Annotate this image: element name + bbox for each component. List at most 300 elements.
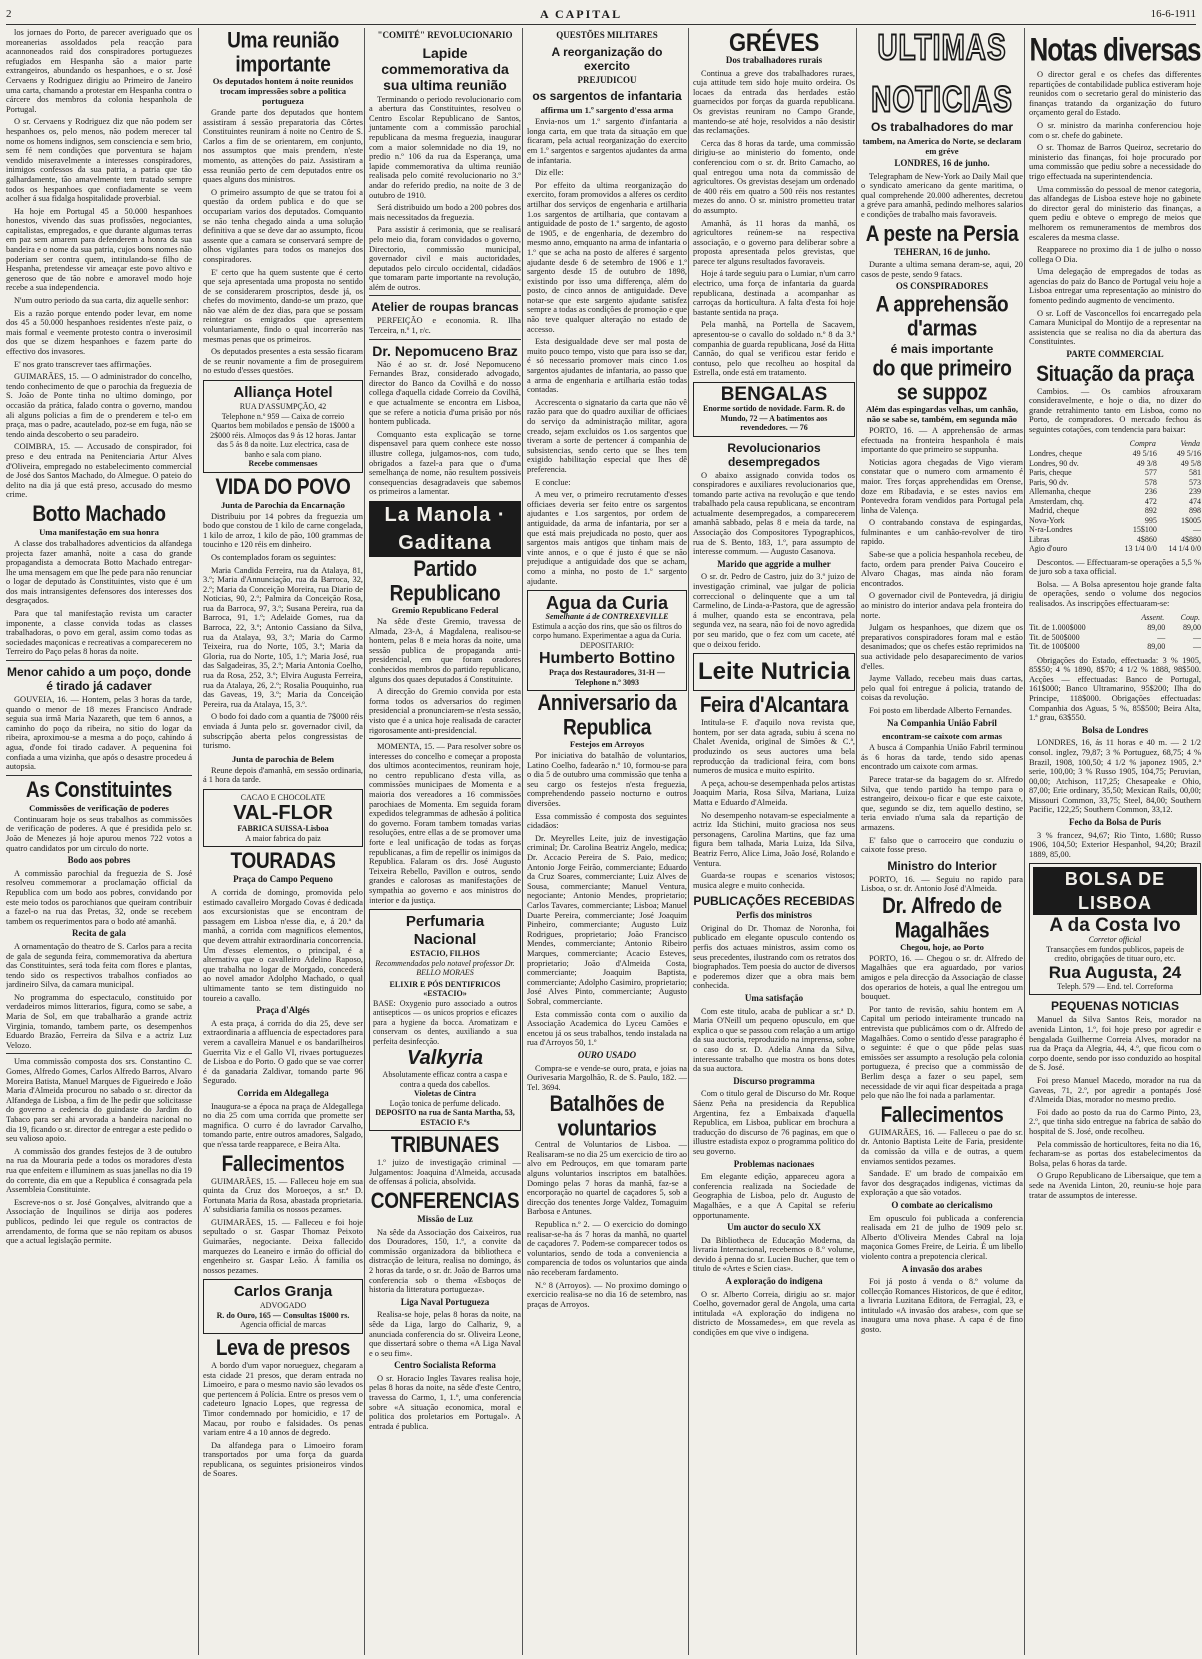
subhead-centro: Centro Socialista Reforma: [394, 1360, 496, 1371]
paragraph: Inaugura-se a época na praça de Aldegallega no dia 25 com uma corrida que promette ser magnifica. O curro é do lavrador Carvalho, tomando parte, entre outros amadores, Salgado, que n'essa tarde reapparece, e Beira Alta.: [203, 1101, 363, 1149]
paragraph: Julgam os hespanhoes, que dizem que os preparativos conspiradores foram mal e estão desanimados; que os chefes estão reprimidos na sua actividade pelo desaparecimento de varios d'elles.: [861, 623, 1023, 671]
paragraph: GUIMARÃES, 15. — Falleceu e foi hoje sepultado o sr. Gaspar Thomaz Peixoto Guimarães, negociante. Deixa fallecido marquezes do Leaneiro e irmão do official do engenheiro sr. Gaspar Leão. Á familia os nossos pezames.: [203, 1217, 363, 1275]
table-header: [1029, 438, 1113, 450]
paragraph: Noticias agora chegadas de Vigo vieram constatar que o numero com armamento é maior. Tres forças apprehendidas em Orense, doze em Ribadavia, e se estes navios em Pontevedra foram vendidos para Portugal pela linha de Valença.: [861, 457, 1023, 515]
subhead-campo-pequeno: Praça do Campo Pequeno: [233, 874, 333, 885]
dateline: LONDRES, 16 de junho.: [894, 158, 990, 168]
paragraph: O sr. Horacio Ingles Tavares realisa hoje, pelas 8 horas da noite, na sêde d'este Centro, travessa do Carmo, 1, 1.º, uma conferencia sobre «A situação economica, moral e politica dos proletarios em Portugal». A entrada é publica.: [369, 1373, 521, 1431]
divider: [6, 660, 192, 661]
paragraph: O director geral e os chefes das differentes repartições de contabilidade publica estiveram hoje reunidos com o secretario geral do ministerio das finanças tratando da organização do futuro orçamento geral do Estado.: [1029, 70, 1201, 118]
paragraph: Por iniciativa do batalhão de voluntarios, Latino Coelho, fadearão n.º 10, formou-se para o dia 5 de outubro uma commissão que tenha a seu cargo os festejos n'esta freguezia, comprehendendo passeio nocturno e outros diversões.: [527, 751, 687, 809]
paragraph: Intitula-se F. d'aquilo nova revista que, hontem, por ser data agrada, subiu á scena no Chalet Avenida, original de Simões & C.ª, produzindo os seus auctores uma bela reproducção da tradicional feira, com bons numeros de musica e muito espirito.: [693, 718, 855, 776]
headline-batalhoes: Batalhões de voluntarios: [549, 1093, 665, 1142]
cell-label: Madrid, cheque: [1029, 506, 1080, 516]
page-header: [6, 4, 1196, 25]
headline-marido: Marido que aggride a mulher: [717, 558, 831, 569]
ad-agua-curia: [527, 590, 687, 691]
cell-sell: 474: [1189, 496, 1201, 506]
table-header: Compra: [1129, 438, 1156, 448]
ad-subtitle: ADVOGADO: [259, 1301, 307, 1311]
subhead-caixote: encontram-se caixote com armas: [881, 731, 1003, 742]
paragraph: Reapparece no proximo dia 1 de julho o nosso collega O Dia.: [1029, 245, 1201, 264]
ad-title: BENGALAS: [720, 384, 828, 405]
column-1: [6, 28, 196, 1655]
cell-sell: —: [1193, 525, 1201, 535]
divider: [369, 738, 521, 739]
paragraph: Sandade. E' um brado de compaixão em favor dos desgraçados indigenas, victimas da exploração a que são votados.: [861, 1169, 1023, 1198]
subhead-bodo: Bodo aos pobres: [67, 855, 131, 866]
paragraph: Será distribuido um bodo a 200 pobres dos mais necessitados da freguezia.: [369, 203, 521, 222]
paragraph: Telegrapham de New-York ao Daily Mail que o syndicato americano da gente maritima, o qual comprehende 20.000 adherentes, decretou a gréve para amanhã, pedindo melhores salarios e condições de trabalho mais favoraveis.: [861, 171, 1023, 219]
ad-tagline: Recebe commensaes: [248, 459, 318, 469]
paragraph: Ha hoje em Portugal 45 a 50.000 hespanhoes honestos, vivendo das suas profissões, negociantes, capitalistas, empregados, e que durante algumas terras em paz sem amarem para defenderem a honra da sua bandeira e o nome da sua patria, cujos bons nomes não poderiam ser contra quem, intitulando-se filho de Hespanha, pretendesse vir ameaçar este povo altivo e generoso que de tão nobre e amoravel modo hoje recebe a sua independencia.: [6, 206, 192, 293]
subhead-satisfacao: Uma satisfação: [744, 993, 804, 1004]
paragraph: Uma delegação de empregados de todas as agencias do paiz do Banco de Portugal veiu hoje a Lisboa entregar uma representação ao ministro do fomento pedindo augmento de vencimento.: [1029, 267, 1201, 306]
divider: [369, 295, 521, 296]
subhead-suppoz: do que primeiro se suppoz: [872, 356, 1012, 406]
paragraph: Guarda-se roupas e scenarios vistosos; musica alegre e muito conhecida.: [693, 871, 855, 890]
subhead-constituintes: Commissões de verificação de poderes: [29, 802, 169, 813]
columns: [6, 28, 1201, 1655]
subhead-liga: Liga Naval Portugueza: [400, 1296, 490, 1307]
paragraph: Descontos. — Effectuaram-se operações a 5,5 % de juro sob a taxa official.: [1029, 557, 1201, 577]
table-row: [1029, 478, 1201, 488]
paragraph: Esta commissão conta com o auxilio da Associação Academica do Lyceu Camões e encetou já os seus trabalhos, tendo instalada na rua d'Arroyos 50, 1.º: [527, 1009, 687, 1048]
paragraph: Foi posto em liberdade Alberto Fernandes.: [869, 705, 1012, 715]
table-header: Assent.: [1141, 612, 1165, 622]
paragraph: N.º 8 (Arroyos). — No proximo domingo o exercicio realisa-se no dia 16 de setembro, nas praças de Arroyos.: [527, 1280, 687, 1309]
headline-ouro: OURO USADO: [577, 1049, 637, 1060]
table-header: [1029, 612, 1124, 624]
paragraph: N'um outro periodo da sua carta, diz aquelle senhor:: [14, 296, 189, 306]
cell-sell: 14 1/4 0/0: [1168, 544, 1201, 554]
ad-label: CACAO E CHOCOLATE: [240, 792, 326, 802]
paragraph: Envia-nos um 1.º sargento d'infantaria a longa carta, em que trata da situação em que ficaram, pela actual reorganização do exercito em 1.º sargentos e sargentos ajudantes da arma de infantaria.: [527, 117, 687, 165]
table-row: [1029, 506, 1201, 516]
headline-reorganizacao: A reorganização do exercito: [551, 44, 663, 73]
paragraph: O governador civil de Pontevedra, já dirigiu ao ministro do interior andava pela fronteira do norte.: [861, 591, 1023, 620]
cell-buy: 995: [1144, 515, 1157, 525]
subhead-recita: Recita de gala: [72, 928, 126, 939]
headline-peste: A peste na Persia: [865, 221, 1019, 247]
paragraph: Compra-se e vende-se ouro, prata, e joias na Ourivesaria Margolhão, R. de S. Paulo, 182. — Tel. 3694.: [527, 1063, 687, 1092]
cell-label: Paris, 90 dv.: [1029, 477, 1069, 487]
headline-botto: Botto Machado: [32, 502, 166, 527]
paragraph: GUIMARÃES, 15. — O administrador do concelho, tendo conhecimento de que o parochia da freguezia de S. João de Ponte tinha no ultimo domingo, por occasião da prática, falado contra o governo, mandou ali alguns policias a fim de o prenderem e tel-o em praça, mas o padre, acautelado, poz-se em fuga, não se tendo ainda descoberto o seu paradeiro.: [6, 372, 192, 439]
paragraph: Realisa-se hoje, pelas 8 horas da noite, na sêde da Liga, largo do Calhariz, 9, a anunciada conferencia do sr. Oliveira Leone, que dissertará sobre o thema «A Liga Naval e o seu fim».: [369, 1310, 521, 1358]
headline-feira: Feira d'Alcantara: [699, 693, 849, 718]
subhead-arabes: A invasão dos arabes: [901, 1263, 983, 1274]
paragraph: O sr. Loff de Vasconcellos foi encarregado pela Camara Municipal do Montijo de a representar na assistencia que se realisa no dia da abertura das Constituintes.: [1029, 308, 1201, 347]
headline-pequenas: PEQUENAS NOTICIAS: [1050, 999, 1179, 1014]
table-header-row: [1029, 612, 1201, 624]
dateline: TEHERAN, 16 de junho.: [893, 246, 991, 257]
table-row: [1029, 623, 1201, 633]
divider: [6, 1053, 192, 1054]
paragraph: PORTO, 16. — Seguiu no rapido para Lisboa, o sr. dr. Antonio José d'Almeida.: [861, 874, 1023, 894]
paragraph: COIMBRA, 15. — Accusado de conspirador, foi preso e deu entrada na Penitenciaria Artur Alves d'Oliveira, empregado no estabelecimento commercial de José dos Santos Machado, do Almegue. O pateio do delito na dia já que está preso, accusado do mesmo crime.: [6, 442, 192, 500]
ad-address: Rua Augusta, 24: [1048, 962, 1182, 982]
headline-nepomuceno: Dr. Nepomuceno Braz: [372, 342, 518, 359]
ad-product: Valkyria: [407, 1047, 483, 1070]
cell-sell: 581: [1189, 468, 1201, 478]
cell-buy: 13 1/4 0/0: [1124, 544, 1157, 554]
ad-title: Alliança Hotel: [233, 384, 333, 402]
headline-menor: Menor cahido a um poço, donde é tirado já cadaver: [6, 665, 191, 694]
ad-name: Humberto Bottino: [539, 650, 675, 668]
headline-conferencias: CONFERENCIAS: [370, 1189, 520, 1214]
assent-table: [1029, 612, 1201, 652]
paragraph: Foi já posto á venda o 8.º volume da collecção Romances Historicos, de que é editor, a livraria Luzitana Editora, de Ferragial, 23, e intitulado «A invasão dos arabes», com que se inaugura uma nova phase. A capa é de fino gosto.: [861, 1277, 1023, 1335]
cell-buy: 49 3/8: [1136, 458, 1157, 468]
page-number: 2: [6, 8, 12, 20]
ad-phone: Telephone n.º 959 — Caixa de correio: [221, 411, 345, 421]
table-row: [1029, 459, 1201, 469]
cell-value: —: [1193, 642, 1201, 652]
ad-bengalas: [693, 382, 855, 437]
headline-fallecimentos: Fallecimentos: [221, 1151, 345, 1177]
paragraph: Com o titulo geral de Discurso do Mr. Roque Sáenz Peña na presidencia da Republica Argentina, fez a Embaixada d'aquella Republica, em Lisboa, publicar em brochura a traducção do discurso de 76 paginas, em que o illustre estadista expoz o programma politico do seu governo.: [693, 1089, 855, 1156]
headline-tribunaes: TRIBUNAES: [390, 1133, 500, 1158]
ad-text: Estimula a acção dos rins, que são os filtros do corpo humano. Experimentae a agua da Curia.: [532, 621, 682, 641]
paragraph: Reune depois d'amanhã, em sessão ordinaria, á 1 hora da tarde.: [203, 765, 363, 785]
headline-touradas: TOURADAS: [230, 849, 336, 875]
ad-perfumaria: [369, 909, 521, 1131]
cell-label: Nova-York: [1029, 515, 1065, 525]
subhead-indigena: A exploração do indigena: [725, 1276, 823, 1287]
cell-label: Tit. de 100$000: [1029, 642, 1080, 652]
subhead-porto: Chegou, hoje, ao Porto: [900, 941, 984, 952]
headline-trabalhadores-mar: Os trabalhadores do mar: [870, 120, 1014, 134]
paragraph: A busca á Companhia União Fabril terminou ás 6 horas da tarde, tendo sido apenas encontrado um caixote com armas.: [861, 743, 1023, 772]
subhead-botto: Uma manifestação em sua honra: [39, 526, 159, 537]
paragraph: Em opusculo foi publicada a conferencia realisada em 21 de julho de 1909 pelo sr. Alberto d'Oliveira Mendes Cabral na loja maçonica Gomes Freire, de Leiria. É um libello violento contra a prepotencia clerical.: [861, 1213, 1023, 1261]
divider: [6, 775, 192, 776]
cell-sell: 239: [1189, 487, 1201, 497]
intro-article: [6, 28, 192, 500]
paragraph: A ornamentação do theatro de S. Carlos para a recita de gala de segunda feira, commemorativa da abertura das Constituintes, será toda feita com flores e plantas, tendo sido os respectivos trabalhos confiados ao jardineiro Silva, da camara municipal.: [6, 941, 192, 990]
paragraph: Escreve-nos o sr. José Gonçalves, alvitrando que a Associação de Inquilinos se dirija aos poderes publicos, pedindo lei que regule os contractos de arrendamento, de forma que se não repitam os abusos que a actual legislação permite.: [6, 1197, 192, 1246]
paragraph: Da Bibliotheca de Educação Moderna, da livraria Internacional, recebemos o 8.º volume, devido á penna do sr. Lucien Bucher, que tem o titulo de «Artes e Scien cias».: [693, 1235, 855, 1274]
subhead-perfis: Perfis dos ministros: [736, 910, 812, 921]
ad-tagline: A maior fabrica do paiz: [245, 833, 321, 843]
cell-sell: 898: [1189, 506, 1201, 516]
ad-text: Transacções em fundos publicos, papeis de credito, obrigações de tituar ouro, etc.: [1046, 944, 1184, 964]
paragraph: MOMENTA, 15. — Para resolver sobre os interesses do concelho e começar a proposta dos ultimos acontecimentos, reuniram hoje, no centro republicano d'esta villa, as commissões municipaes de Momenta e a maioria dos vereadores a 16 commissões parochiaes de Momenta. Em seguida foram expedidos telegrammas de adhesão á politica do governo. Foram tambem tomadas varias resoluções, entre ellas a de se promover uma forte e leal unificação de todas as forças republicanas, a fim de repellir os inimigos da Republica. Falaram os drs. José Augusto Teixeira Rebello, Pavillon e outros, sendo grandes e calorosas as manifestações de sympathia ao governo e aos ministros do interior e da justiça.: [369, 742, 521, 905]
paragraph: Na sêde da Associação dos Caixeiros, rua dos Douradores, 150, 1.º, a convite da commissão organizadora da bibliotheca e distracção de leitura, realisa no domingo, ás 2 horas da tarde, o sr. dr. João de Barros uma conferencia sob o thema «Esboços de historia da litteratura portugueza».: [369, 1227, 521, 1295]
paragraph: los jornaes do Porto, de parecer averiguado que os moreanerias assoldados pela reacção para acannoneados raid dos conspiradores portuguezes refugiados em Hespanha são a maior parte extrangeiros, abundando os hespanhoes, e o sr. José Cervaens y Rodriguez dirigiu ao Primeiro de Janeiro uma carta, chamando a protestar em Hespanha contra o cárcere dos membros da colonia hespanhola de Portugal.: [6, 28, 192, 114]
paragraph: LONDRES, 16, ás 11 horas e 40 m. — 2 1/2 consol. inglez, 79,87; 3 % Portuguez, 68,75; 4 % Brazil, 1908, 100,50; 4 1/2 % japonez 1905, 2.ª serie, 100,00; 3 % Russo 1905, 104,75; Peruvian, 00,00; Atchison, 117,25; Chesapeake e Ohio, 87,00; Erie ordinary, 35,50; Mexican Rails, 00,00; Missouri Common, 33,75; Steel, 84,00; Southern Pacific, 122,25; Southern Common, 33,12.: [1029, 738, 1201, 815]
ad-subtitle: FABRICA SUISSA-Lisboa: [237, 824, 329, 834]
section-label-conspiradores: OS CONSPIRADORES: [895, 281, 989, 292]
paragraph: A esta praça, á corrida do dia 25, deve ser extraordinaria a affluencia de espectadores para verem a cavalleira Manuel e os bandarilheiros Guerrita Viz e el Gallo VI, rivaes portuguezes de Lisboa e do Porto. O gado que se vae correr é da ganadaria Zaldivar, tomando parte 96 Segurado.: [203, 1018, 363, 1086]
paragraph: Por effeito da ultima reorganização do exercito, foram promovidos a alferes os cerdito artilhar dos serviços de engenharia e artilharia 1.os sargentos de artilharia, que contavam a antiguidade de posto de 1.º sargento, de agosto de 1905, e de engenharia, de dezembro do mesmo anno, emquanto na arma de infantaria o 1.º que se acha na posto de alferes é sargento ajudante desde 6 de setembro de 1906 e 1.º sargento desde 15 de outubro de 1898, existindo por isso uma differença, além do posto, de cinco annos de antiguidade. Deve notar-se que este sargento ajudante satisfez sempre a todas as condições de promoção e que não teve qualquer alteração no estado de accesso.: [527, 180, 687, 334]
paragraph: O sr. Thomaz de Barros Queiroz, secretario do ministerio das finanças, foi hoje procurado por uma commissão que pediu sobre a necessidade do trigo effectuada na superintendencia.: [1029, 143, 1201, 181]
section-label-commercial: PARTE COMMERCIAL: [1066, 349, 1164, 360]
cell-label: Allemanha, cheque: [1029, 487, 1091, 497]
subhead-problemas: Problemas nacionaes: [733, 1158, 815, 1169]
paragraph: PORTO, 16. — A apprehensão de armas efectuada na fronteira hespanhola é mais importante do que primeiro se suppunha.: [861, 425, 1023, 455]
subhead-sargento: affirma um 1.º sargento d'essa arma: [540, 105, 674, 116]
ad-title: Perfumaria Nacional: [405, 913, 485, 949]
paragraph: Da alfandega para o Limoeiro foram transportados por uma força da guarda republicana, os seguintes prisioneiros vindos de Soares.: [203, 1440, 363, 1479]
headline-revolucionarios: Revolucionarios desempregados: [727, 440, 821, 469]
subhead-londres: Bolsa de Londres: [1081, 724, 1149, 735]
ad-text: Absolutamente efficaz contra a caspa e contra a queda dos cabellos.: [382, 1070, 508, 1089]
column-7: [1024, 28, 1201, 1655]
cell-buy: 15$100: [1132, 525, 1157, 535]
cell-buy: 892: [1144, 506, 1157, 516]
paragraph: Cerca das 8 horas da tarde, uma commissão dirigiu-se ao ministerio do fomento, onde conferenciou com o sr. dr. Brito Camacho, ao qual entregou uma nota da commissão de agricultores. Os grevistas desejam um ordenado de 400 réis em quatro a 500 réis nos restantes mezes do anno. O sr. ministro prometteu tratar do assumpto.: [693, 138, 855, 215]
cell-buy: 472: [1144, 496, 1157, 506]
ad-title: Carlos Granja: [233, 1283, 333, 1301]
subhead-gremio: Gremio Republicano Federal: [391, 604, 499, 615]
table-header-row: [1029, 438, 1201, 450]
ad-phone: Teleph. 579 — End. tel. Correforma: [1057, 981, 1173, 991]
ad-product: ELIXIR E PÓS DENTIFRICOS «ESTACIO»: [389, 979, 501, 999]
cell-buy: 577: [1144, 468, 1157, 478]
ad-text: Loção tonica de perfume delicado.: [389, 1098, 501, 1108]
table-row: [1029, 633, 1201, 643]
paragraph: O bodo foi dado com a quantia de 7$000 réis enviada á Junta pelo sr. governador civil, da subscripção aberta pelos congressistas de turismo.: [203, 712, 363, 751]
headline-greves: GRÉVES: [729, 28, 819, 57]
headline-alfredo: Dr. Alfredo de Magalhães: [882, 894, 1002, 944]
paragraph: E' nos grato transcrever taes affirmações.: [14, 359, 152, 369]
paragraph: Para que tal manifestação revista um caracter imponente, a classe convida todas as classes trabalhadoras, o povo em geral, assim como todas as sociedades maçonicas e recreativas a comparecerem no Terreiro do Paço pelas 8 horas da noite.: [6, 609, 192, 657]
cell-label: Libras: [1029, 534, 1050, 544]
headline-reuniao: Uma reunião importante: [227, 28, 339, 78]
cell-sell: 49 5/16: [1176, 449, 1201, 459]
paragraph: Terminando o periodo revolucionario com a abertura das Constituintes, resolveu o Centro Escolar Republicano de Santos, juntamente com a commissão parochial republicana da mesma freguezia, inaugurar com a maior solemnidade no dia 19, no predio n.º 106 da rua da Esperança, uma lapide commemorativa da ultima reunião realisada pelo comité revolucionario no 3.º andar do referido predio, na noite de 3 de outubro de 1910.: [369, 94, 521, 200]
headline-uniao-fabril: Na Companhia União Fabril: [887, 717, 997, 728]
ad-address: R. do Ouro, 165 — Consultas 1$000 rs.: [216, 1310, 350, 1320]
paragraph: O Grupo Republicano de Libersaique, que tem a sede na Avenida Linton, 20, reuniu-se hoje para tratar de assumptos de interesse.: [1029, 1171, 1201, 1200]
paragraph: Para assistir á cerimonia, que se realisará pelo meio dia, foram convidados o governo, Directorio, commissão municipal, governador civil e mais auctoridades, deputados pelo circulo occidental, cidadãos que tomaram parte importante na revolução, além de outros.: [369, 225, 521, 292]
paragraph: Continua a greve dos trabalhadores ruraes, cuja attitude tem sido hoje muito ordeira. Os locaes da entrada das herdades estão guarnecidos por forças da guarda republicana. Os grevistas reuniram no Campo Grande, mantendo-se até hoje, resolvidos a não desistir das reclamações.: [693, 68, 855, 136]
headline-notas: Notas diversas: [1029, 30, 1201, 68]
ad-title: VAL-FLOR: [233, 802, 333, 825]
paragraph: Bolsa. — A Bolsa apresentou hoje grande falta de operações, sendo o volume dos negocios realisados. As inscripções effectuaram-se:: [1029, 579, 1201, 608]
ad-text: BASE: Oxygenio puro associado a outros antisepticos — os unicos proprios e eficazes para a hygiene da bocca. Aromatizam e conservam os dentes, auxiliando a sua perfeita desinfecção.: [373, 998, 517, 1046]
column-2: [198, 28, 367, 1655]
paragraph: Obrigações do Estado, effectuada: 3 % 1905, 85$50; 4 % 1890, 8$70; 4 1/2 % 1888, 98$500. Acções — effectuadas: Banco de Portugal, 161$000; Banco Ultramarino, 95$200; Ilha do Principe, 118$000. Obrigações effectuadas: Companhia dos Aguas, 5 %, 85$500; Beira Alta, 1.ª grau, 63$550.: [1029, 655, 1201, 723]
table-row: [1029, 544, 1201, 554]
paragraph: Republica n.º 2. — O exercicio do domingo realisar-se-ha ás 7 horas da manhã, no quartel de caçadores 7. Podem-se comparecer todos os voluntarios, sendo de toda a conveniencia a comparencia de todos os voluntarios que ainda não receberam fardamento.: [527, 1220, 687, 1277]
paragraph: Manuel da Silva Santos Reis, morador na avenida Linton, 1.º, foi hoje preso por agredir e bengalada Guilherme Correia Alves, morador na rua da Praça da Alegria, 44, 4.º, que ficou com o corpo doente, sendo por isso conduzido ao hospital de S. José.: [1029, 1015, 1201, 1073]
cell-value: 89,00: [1183, 623, 1201, 633]
headline-fallecimentos-6: Fallecimentos: [880, 1103, 1004, 1128]
ad-carlos-granja: [203, 1279, 363, 1334]
paragraph: Continuaram hoje os seus trabalhos as commissões de verificação de poderes. A que é presidida pelo sr. João de Menezes já hoje apurou menos 722 votos a quatro candidatos por um circulo do norte.: [6, 814, 192, 853]
paragraph: O primeiro assumpto de que se tratou foi a questão da ordem publica e do que se occupariam varios dos deputados. Comquanto se não tenha chegado ainda a uma solução definitiva a que se deve dar ao assumpto, ficou assente que a camara se conservará sempre de olhos vigilantes para todos os manejos dos conspiradores.: [203, 187, 363, 264]
column-3: [364, 28, 525, 1655]
column-6: [856, 28, 1027, 1655]
paragraph: O sr. ministro da marinha conferenciou hoje com o sr. chefe do gabinete.: [1029, 120, 1201, 140]
headline-ministro-interior: Ministro do Interior: [887, 858, 997, 873]
paragraph: E conclue:: [535, 477, 571, 487]
cell-label: Amsterdam, chq.: [1029, 496, 1084, 506]
paragraph: Por tanto de revisão, sahiu hontem em A Capital um periodo inteiramente truncado na entrevista que publicámos com o dr. Alfredo de Magalhães. Como o sentido d'esse paragrapho é o seguinte: é que o que pôde pelas suas emissões ser assumpto a resolução pela colonia portugueza, é preciso que a commissão de Berlim desça a fazer o seu papel, sem necessidade de vir aqui ficar despeitada a praga pelo que não lhe foi nada a parlamentar.: [861, 1004, 1023, 1101]
cell-value: 89,00: [1147, 623, 1166, 633]
headline-apprehensao: A apprehensão d'armas: [875, 292, 1009, 342]
cell-buy: 236: [1144, 487, 1157, 497]
table-row: [1029, 535, 1201, 545]
headline-situacao: Situação da praça: [1036, 362, 1194, 387]
table-row: [1029, 487, 1201, 497]
subhead-clericalismo: O combate ao clericalismo: [891, 1199, 993, 1210]
table-row: [1029, 468, 1201, 478]
cell-value: —: [1157, 632, 1166, 642]
headline-lapide: Lapide commemorativa da sua ultima reunião: [381, 44, 509, 93]
paragraph: Maria Candida Ferreira, rua da Atalaya, 81, 3.º; Maria d'Annunciação, rua da Barroca, 32, 2.º; Maria da Conceição Moreira, rua Diario de Noticias, 90, 2.º; Palmira da Conceição Rosa, rua da Barroca, 97, 3.º; Susana Pereira, rua da Barroca, 91, 1.º; Adelaide Gomes, rua da Barroca, 22, 3.º; Antonio Cassiano da Silva, rua da Atalaya, 93, 3.º; Maria do Carmo Teixeira, rua do Norte, 105, 3.º; Maria da Gloria, rua do Norte, 105, 1.º; Maria José, rua das Salgadeiras, 35, 2.º; Maria Antonia Coelho, rua da Rosa, 252, 3.º; Elvira Augusta Ferreira, rua da Atalaya, 26, 2.º; Rosalia Pouquinho, rua das Gaveas, 19, 3.º; Maria da Conceição Pereira, rua da Atalaya, 15, 3.º.: [203, 565, 363, 709]
paragraph: A direcção do Gremio convida por esta forma todos os adversarios do regimen presidencial a pronunciarem-se n'esta sessão, visto que é a unica hoje realisada de caracter rigorosamente anti-presidencial.: [369, 687, 521, 735]
cell-sell: 49 5/8: [1180, 458, 1201, 468]
cell-buy: 578: [1144, 477, 1157, 487]
paragraph: Durante a ultima semana deram-se, aqui, 20 casos de peste, sendo 9 fatacs.: [861, 260, 1023, 279]
subhead-encarnacao: Junta de Parochia da Encarnação: [221, 499, 345, 510]
cell-sell: 1$005: [1181, 515, 1201, 525]
table-row: [1029, 642, 1201, 652]
cell-buy: 49 5/16: [1132, 449, 1157, 459]
paragraph: Os contemplados foram os seguintes:: [211, 552, 337, 562]
paragraph: Central de Voluntarios de Lisboa. — Realisaram-se no dia 25 um exercicio de tiro ao alvo em Pedrouços, em que tomaram parte alguns voluntarios inscriptos em batalhões. Domingo pelas 7 horas da manhã, faz-se a encorporação no quartel de caçadores 5, sob a direcção dos tenentes Jorge Valdez, Tomaguim Barbosa e Antunes.: [527, 1140, 687, 1217]
paragraph: PERFEIÇÃO e economia. R. Ilha Terceira, n.º 1, r/c.: [369, 316, 521, 336]
ad-title: Agua da Curia: [545, 593, 669, 614]
subhead-aldegallega: Corrida em Aldegallega: [237, 1087, 329, 1098]
table-row: [1029, 525, 1201, 535]
ad-val-flor: [203, 789, 363, 848]
paragraph: A peça, achou-se desempenhada pelos artistas Joaquim Maria, Rosa Silva, Mariana, Luiza Matta e Eduardo d'Almeida.: [693, 778, 855, 807]
ad-text: Enorme sortido de novidade. Farm. R. do Mundo, 72 — A batimentos aos revendedores. — 76: [703, 404, 845, 432]
divider: [369, 339, 521, 340]
paragraph: Esta desigualdade deve ser mal posta de muito pouco tempo, visto que para isso se dar, é só necessario promover mais cinco 1.os sargentos ajudantes de infantaria, ao passo que a arma de engenharia e artilharia estão todas contadas.: [527, 337, 687, 395]
ad-la-manola: La Manola · Gaditana: [369, 501, 521, 557]
subhead-discurso: Discurso programma: [733, 1075, 815, 1086]
paragraph: Pela manhã, na Portella de Sacavem, apresentou-se o cavallo do soldado n.º 8 da 3.ª companhia de guarda republicana, José da Hitta Cannão, do qual se verificou estar ferido e contuso, pelo que recolheu ao hospital da Estrella, onde está em tratamento.: [693, 320, 855, 378]
cell-label: Paris, cheque: [1029, 468, 1072, 478]
paragraph: Com este titulo, acaba de publicar a sr.ª D. Maria O'Neill um pequeno opusculo, em que explica o que se passou com relação a um artigo da sua auctoria, reproduzido na imprensa, sobre o caso do sr. D. Adelia Anna da Silva, interessante trabalho que mostra os bons dotes da sua auctora.: [693, 1006, 855, 1074]
ad-address: Praça dos Restauradores, 31-H — Telephone n.º 3093: [548, 668, 666, 687]
headline-sargentos: os sargentos de infantaria: [532, 89, 682, 104]
ad-title: BOLSA DE LISBOA: [1033, 867, 1197, 915]
ad-role: Corretor official: [1088, 935, 1142, 945]
headline-constituintes: As Constituintes: [25, 778, 173, 803]
paragraph: O sr. Alberto Correia, dirigiu ao sr. major Coelho, governador geral de Angola, uma carta intitulada «A exploração do indigena no districto de Mossamedes», em que revela as condições em que vive o indigena.: [693, 1289, 855, 1338]
column-5: [688, 28, 859, 1655]
paragraph: O abaixo assignado convida todos os conspiradores e auxiliares revolucionarios que, tomando parte activa na revolução e que tendo trabalhado pela causa republicana, se encontram actualmente desempregados, a comparecerem amanhã sabbado, pelas 8 e meia da tarde, na Associação dos Compositores Typographicos, rua de S. Bento, 183, 1.º, para assumpto de interesse commum. — Augusto Casanova.: [693, 470, 855, 557]
paragraph: Sabe-se que a policia hespanhola recebeu, de facto, ordem para prender Paiva Couceiro e Alvaro Chagas, mas ainda não foram encontrados.: [861, 550, 1023, 588]
paragraph: Accrescenta o signatario da carta que não vê razão para que do quadro auxiliar de officiaes do serviço da administração militar, agora creado, sejam excluidos os 1.os sargentos que tiveram a sorte de pertencer á companhia de subsistencias, sendo certo que se lhes tem exigido habilitação especial que lhes dê preferencia.: [527, 397, 687, 474]
paragraph: Dr. Meyrelles Leite, juiz de investigação criminal; Dr. Carolina Beatriz Angelo, medica; Dr. Accacio Pereira de S. Paio, medico; Antonio Jorge Feirão, commerciante; Eduardo da Cruz Soares, commerciante; Luiz Alves de Sousa, commerciante; Manuel Ventura, negociante; Antonio Mendes, proprietario; Carlos Tavares, commerciante; Lisboa; Manuel Duarte Pereira, commerciante; José Joaquim Pinheiro, commerciante; Augusto Luiz Rodrigues, proprietario; João Francisco Mendes, commerciante; Antonio Ribeiro Marques, commerciante; Acacio Esteves, proprietario; João d'Almeida Costa, commerciante; Joaquim Baptista, commerciante; Adolpho Casimiro, proprietario; José Alves Pinto, commerciante; Augusto Sobral, commerciante.: [527, 833, 687, 1006]
ad-text: Quartos bem mobilados e pensão de 1$000 a 2$000 réis. Almoços das 9 ás 12 horas. Jantar das 5 ás 8 da noite. Luz electrica, casa de banho e sala com piano.: [210, 421, 356, 459]
headline-partido: Partido Republicano: [389, 557, 501, 607]
paragraph: A classe dos trabalhadores adventicios da alfandega projecta fazer amanhã, noite a casa do grande propagandista a democrata Botto Machado entregar-lhe uma mensagem em que lhe pede para não renunciar o logar de deputado às Constituintes, visto que é um dos mais intransigentes defensores dos interesses dos desgraçados.: [6, 538, 192, 606]
cell-label: N-ra-Londres: [1029, 525, 1073, 535]
ad-address: RUA D'ASSUMPÇÃO, 42: [239, 402, 327, 412]
ad-alliance-hotel: [203, 380, 363, 473]
subhead-reuniao: Os deputados hontem á noite reunidos trocam impressões sobre a politica portugueza: [212, 76, 354, 106]
subhead-arroyos: Festejos em Arroyos: [569, 739, 645, 750]
paragraph: Essa commissão é composta dos seguintes cidadãos:: [527, 811, 687, 831]
ad-address: DEPOSITO na rua de Santa Martha, 53, ESTACIO F.ºs: [375, 1108, 515, 1127]
table-header: Coup.: [1180, 612, 1200, 622]
cell-sell: 573: [1189, 477, 1201, 487]
paragraph: Foi dado ao posto da rua do Carmo Pinto, 23, 2.º, que tinha sido entregue na fabrica de sabão do hospital de S. José, onde recolheu.: [1029, 1107, 1201, 1136]
issue-date: 16-6-1911: [1150, 8, 1196, 20]
paragraph: Cambios. — Os cambios afrouxaram consideravelmente, e hoje o dia, no dizer do grande retrahimento tanto em Lisboa, como no Porto, de compradores. O mercado fechou ás seguintes cotações, com tendencia para baixar:: [1029, 386, 1201, 434]
paragraph: Grande parte dos deputados que hontem assistiram á sessão preparatoria das Côrtes Constituintes reuniram á noite no Centro de S. Carlos a fim de se orientarem, em conjunto, nos assumptos que mais prendem, n'este momento, as attenções do paiz. Assistiram a essa reunião perto de cem deputados entre os quaes alguns dos ministros.: [203, 108, 363, 185]
cell-value: —: [1193, 632, 1201, 642]
paragraph: Hoje á tarde seguiu para o Lumiar, n'um carro electrico, uma força de infantaria da guarda republicana, destinada a acompanhar as carroças da horticultura. A falta d'esta foi hoje bastante sentida na praça.: [693, 269, 855, 317]
ad-leite-nutricia: [693, 653, 855, 691]
paragraph: Uma commissão composta dos srs. Constantino C. Gomes, Alfredo Gomes, Carlos Alfredo Barros, Alvaro Moreira Batista, Manuel Marques de Figueiredo e João Maria d'Almeida procurou no sabado o sr. director da Alfandega de Lisboa, a fim de lhe pedir que solicitasse do governo a cedencia do guindaste do Jardim do Tabaco para ser ahi arvorada a bandeira nacional no dia 19, ficando o sr. director de entregar a este pedido o seu valioso apoio.: [6, 1057, 192, 1144]
headline-atelier: Atelier de roupas brancas: [371, 300, 519, 315]
ad-tagline: Agencia official de marcas: [240, 1320, 326, 1330]
cell-label: Londres, cheque: [1029, 449, 1082, 459]
paragraph: Jayme Vallado, recebeu mais duas cartas, pelo qual foi entregue á policia, tratando de coisas da revolução.: [861, 674, 1023, 703]
paragraph: Comquanto esta explicação se torne dispensavel para quem conhece este nosso illustre collega, julgamos-nos, com tudo, obrigados a fazel-a para que o d'uma semelhança de nome, não resultem possiveis consequencias desagradaveis que sabemos os primeiros a lamentar.: [369, 429, 521, 497]
cell-label: Tit. de 500$000: [1029, 632, 1080, 642]
paragraph: Em elegante edição, appareceu agora a conferencia realizada na Sociedade de Geographia de Lisboa, pelo dr. Augusto de Magalhães, e a que A Capital se referiu opportunamente.: [693, 1172, 855, 1220]
paragraph: GUIMARÃES, 16. — Falleceu o pae do sr. dr. Antonio Baptista Leite de Faria, presidente da comissão da villa e de outras, a quem enviamos sentidos pezames.: [861, 1127, 1023, 1166]
subhead-belem: Junta de parochia de Belem: [231, 753, 334, 764]
ad-label: DEPOSITARIO:: [579, 640, 635, 650]
ad-title: Leite Nutricia: [697, 658, 851, 686]
paragraph: Não é ao sr. dr. José Nepomuceno Fernandes Braz, considerado advogado, director do Banco da Covilhã e do nosso collega d'aquella cidade Correio da Covilhã, e que actualmente se encontra em Lisboa, que se refere a noticia d'uma prisão por nós hontem publicada.: [369, 359, 521, 427]
section-label-comite: "COMITÉ" REVOLUCIONARIO: [377, 30, 513, 40]
paragraph: GUIMARÃES, 15. — Falleceu hoje em sua quinta da Cruz dos Moroeços, a sr.ª D. Fortunata Maria da Rosa, abastada proprietaria. A' subsidiaria familia os nossos pezames.: [203, 1176, 363, 1215]
ad-subtitle: Semelhante á de CONTREXEVILLE: [545, 612, 669, 622]
ad-name: A da Costa Ivo: [1049, 915, 1181, 937]
table-row: [1029, 497, 1201, 507]
subhead-america: tambem, na America do Norte, se declaram em gréve: [862, 136, 1022, 156]
paragraph: O sr. Cervaens y Rodriguez diz que não podem ser hespanhoes os, pelo menos, não podem merecer tal nome os homens indignos, sem consciencia e sem brio, sem fé nem condições que porventura se hajam vendido miseravelmente a interesses conspiradores, inimigos confessos da sua patria, a patria que tão galhardamente, tão amavelmente tem tratado sempre todos os hespanhoes que confiadamente se veem acolher á sua fidalga hospitalidade proverbial.: [6, 117, 192, 204]
paragraph: Distribuiu por 14 pobres da freguezia um bodo que constou de 1 kilo de carne congelada, 1 kilo de arroz, 1 kilo de pão, 100 grammas de toucinho e 120 réis em dinheiro.: [203, 511, 363, 550]
headline-aniversario: Anniversario da Republica: [537, 691, 677, 741]
paragraph: Na sêde d'este Gremio, travessa de Almada, 23-A, á Magdalena, realisou-se hontem, pelas 8 e meia horas da noite, uma sessão publica de propaganda anti-presidencial, em que foram oradores conhecidos membros do partido republicano, alguns dos quaes deputados á Constituinte.: [369, 616, 521, 684]
cell-label: Agio d'ouro: [1029, 544, 1068, 554]
subhead-importante: é mais importante: [890, 341, 994, 356]
table-row: [1029, 516, 1201, 526]
paragraph: A bordo d'um vapor norueguez, chegaram a esta cidade 21 presos, que deram entrada no Limoeiro, e para o mesmo navio são levados os que pertencem á Polícia. Entre os presos vem o cadeteuro Ignacio Lopes, que regressa de Timor condemnado por homicidio, e 17 de Macau, por roubo e falsidades. Os penas variam entre 4 a 10 annos de degredo.: [203, 1360, 363, 1438]
paragraph: Pela commissão de horticultores, feita no dia 16, fecharam-se as portas dos estabelecimentos da Bolsa, pelas 6 horas da tarde.: [1029, 1139, 1201, 1168]
paragraph: 1.º juizo de investigação criminal — Julgamentos: Joaquina d'Almeida, accusada de offensas á policia, absolvida.: [369, 1158, 521, 1187]
paragraph: Original do Dr. Thomaz de Noronha, foi publicado em elegante opusculo contendo os perfis dos actuaes ministros, assim como os seus precedentes, ilustrando com os retratos dos biographados. Tem poesia do auctor de diversos e poderemos dizer que a obra mais bem conhecida.: [693, 923, 855, 991]
paragraph: O sr. dr. Pedro de Castro, juiz do 3.º juizo de investigação criminal, vae julgar de policia correccional o delinquente que a um tal Carmelino, de Linda-a-Pastora, que de agressão á mulher, quando esta se encontrava, pela segunda vez, na seara, não foi de novo agredida por seu marido, que o fez com um cacete, até que o deixou ferido.: [693, 572, 855, 649]
paragraph: Os deputados presentes a esta sessão ficaram de se reunir novamente a fim de proseguirem no estudo d'esses questões.: [203, 347, 363, 376]
paragraph: Foi preso Manuel Macedo, morador na rua da Gaveas, 71, 2.º, por agredir a pontapés José d'Almeida Dias, morador no mesmo predio.: [1029, 1076, 1201, 1105]
column-4: [522, 28, 691, 1655]
subhead-puris: Fecho da Bolsa de Puris: [1068, 817, 1161, 828]
subhead-canhao: Além das espingardas velhas, um canhão, não se sabe se, também, em segunda mão: [865, 403, 1019, 424]
section-banner-ultimas: ULTIMAS NOTICIAS: [871, 28, 1013, 120]
section-label-militares: QUESTÕES MILITARES: [556, 30, 658, 40]
paragraph: 3 % francez, 94,67; Rio Tinto, 1.680; Russo 1906, 104,50; Exterior Hespanhol, 94,20; Brazil 1889, 85,00.: [1029, 830, 1201, 859]
paragraph: PORTO, 16. — Chegou o sr. dr. Alfredo de Magalhães que era aguardado, por varios amigos e pela direcção da Associação de classe dos operarios de hoteis, a qual lhe entregou um bouquet.: [861, 953, 1023, 1002]
paragraph: Uma commissão do pessoal de menor categoria, das alfandegas de Lisboa esteve hoje no gabinete do director geral do ministerio das finanças, a quem pediu e obteve o emprego de meios que melhorem os remuneramentos de membros dos escaleres da mesma classe.: [1029, 184, 1201, 242]
paragraph: A meu ver, o primeiro recrutamento d'esses officiaes deveria ser feito entre os sargentos ajudantes e 1.os sargentos, por ordem de antiguidade, da arma de infantaria, por ser a que está mais prejudicada no posto, quer aos sargentos mais antigos que tinham mais de vinte annos, e o que é justo é que se não prejudique a antiguidade dos que se acham, como a minha, no posto de 1.º sargento ajudante.: [527, 490, 687, 586]
paragraph: A corrida de domingo, promovida pelo estimado cavalleiro Morgado Covas é dedicada aos excursionistas que se encontram de passagem em Lisboa n'esse dia, e, á 20.ª da manhã, a corrida com magnificos elementos, que devem attrahir extraordinaria concorrencia. Um d'esses elementos, o principal, é a alternativa que o cavalleiro Adelino Raposo, que trabalha no logar de Morgado, concederá ao novel amador Adolpho Machado, o qual ultimamente tanto se tem distinguido no toureio a cavallo.: [203, 888, 363, 1003]
paragraph: A commissão parochial da freguezia de S. José resolveu commemorar a proclamação official da Republica com um bodo aos pobres, convidando por este meio todos os parochianos que queiram contribuir a fazel-o na rua das Pretas, 32, onde se recebem tambem os requerimentos para o bodo até amanhã.: [6, 868, 192, 926]
masthead: A CAPITAL: [539, 6, 623, 21]
ad-product: Violetas de Cintra: [414, 1089, 476, 1099]
paragraph: No programma do espectaculo, constituido por verdadeiros mimos litterarios, figura, como se sabe, a Maria de Sol, em que trabalharão a grande actriz Virginia, tomando, tambem parte, os desempenhos Eduardo Brazão, Ferreira da Silva e a actriz Luz Velozo.: [6, 992, 192, 1050]
subhead-rurais: Dos trabalhadores rurais: [725, 55, 823, 65]
paragraph: E' certo que ha quem sustente que é certo que seja apresentada uma proposta no sentido de se considerarem proscriptos, desde já, os chefes do movimento, dando-se um prazo, que não vae além de dez dias, para que se possam reintegrar os emigrados que apresentem voluntariamente, findo o qual incorrerão nas mesmas penas que os primeiros.: [203, 267, 363, 344]
paragraph: Eis a razão porque entendo poder levar, em nome dos 45 a 50.000 hespanhoes residentes n'este paiz, o mais formal e veemente protesto contra o inverosimil dos que se dizem hespanhoes e fazem parte do effectivo dos invasores.: [6, 308, 192, 356]
cambios-table: [1029, 438, 1201, 554]
paragraph: Amanhã, ás 11 horas da manhã, os agricultores reúnem-se na respectiva associação, e o governo para deliberar sobre a proposta apresentada pelos grevistas, que parece ter alguns resultados favoraveis.: [693, 218, 855, 266]
